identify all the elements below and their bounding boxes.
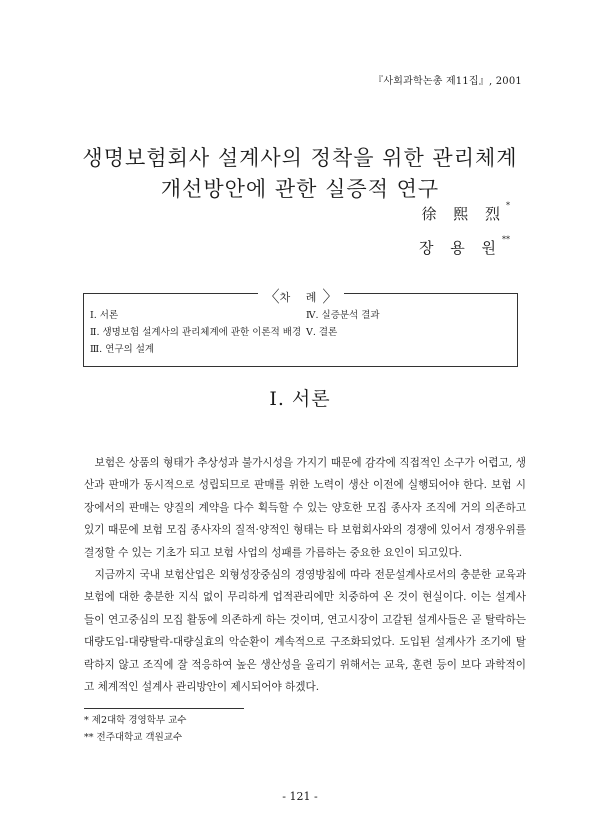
author-name: 徐 熙 烈 xyxy=(421,205,506,223)
table-of-contents xyxy=(83,287,518,367)
footnote-divider xyxy=(84,708,244,709)
toc-left-column xyxy=(90,307,301,358)
toc-right-column xyxy=(306,307,380,341)
running-header: 『사회과학논총 제11집』, 2001 xyxy=(373,76,522,87)
author-2 xyxy=(419,237,510,258)
paragraph: 지금까지 국내 보험산업은 외형성장중심의 경영방침에 따라 전문설계사로서의 충분한 교육과 보험에 대한 충분한 지식 없이 무리하게 업적관리에만 치중하여 온 것이 현실이다. 이는 설계사들이 연고중심의 모집 활동에 의존하게 하는 것이며, 연고시장이 고갈된 설계사들은 곧 탈락하는 대량도입-대량탈락-대량실효의 악순환이 계속적으로 구조화되었다. 도입된 설계사가 조기에 탈락하지 않고 조직에 잘 적응하여 높은 생산성을 올리기 위해서는 교육, 훈련 등이 보다 과학적이고 체계적인 설계사 관리방안이 제시되어야 하겠다. xyxy=(84,569,526,694)
toc-item: Ⅰ. 서론 xyxy=(90,310,119,321)
paragraph: 보험은 상품의 형태가 추상성과 불가시성을 가지기 때문에 감각에 직접적인 소구가 어렵고, 생산과 판매가 동시적으로 성립되므로 판매를 위한 노력이 생산 이전에 실행되어야 한다. 보험 시장에서의 판매는 양질의 계약을 다수 획득할 수 있는 양호한 모집 종사자 조직에 거의 의존하고 있기 때문에 보험 모집 종사자의 질적·양적인 형태는 타 보험회사와의 경쟁에 있어서 경쟁우위를 결정할 수 있는 기초가 되고 보험 사업의 성패를 가름하는 중요한 요인이 되고있다. xyxy=(84,457,526,559)
page-number: - 121 - xyxy=(282,790,318,803)
author-footnote-mark: * xyxy=(506,201,510,210)
section-heading: Ⅰ. 서론 xyxy=(269,388,331,410)
toc-item: Ⅲ. 연구의 설계 xyxy=(90,344,155,355)
body-text xyxy=(84,452,526,698)
toc-item: Ⅱ. 생명보험 설계사의 관리체계에 관한 이론적 배경 xyxy=(90,327,302,338)
author-1 xyxy=(421,203,510,224)
toc-item: Ⅴ. 결론 xyxy=(306,327,338,338)
title-line-2: 개선방안에 관한 실증적 연구 xyxy=(160,177,440,201)
toc-item: Ⅳ. 실증분석 결과 xyxy=(306,310,380,321)
footnote: * 제2대학 경영학부 교수 xyxy=(84,715,187,726)
toc-heading-label: 차 례 xyxy=(279,291,323,304)
author-name: 장 용 원 xyxy=(418,239,502,257)
footnotes xyxy=(84,712,186,746)
right-angle-bracket-icon: 〉 xyxy=(322,287,339,306)
title-line-1: 생명보험회사 설계사의 정착을 위한 관리체계 xyxy=(82,146,518,170)
left-angle-bracket-icon: 〈 xyxy=(263,287,280,306)
footnote: ** 전주대학교 객원교수 xyxy=(84,732,183,743)
toc-heading xyxy=(258,283,344,306)
author-footnote-mark: ** xyxy=(502,235,510,244)
paper-title xyxy=(0,143,600,205)
